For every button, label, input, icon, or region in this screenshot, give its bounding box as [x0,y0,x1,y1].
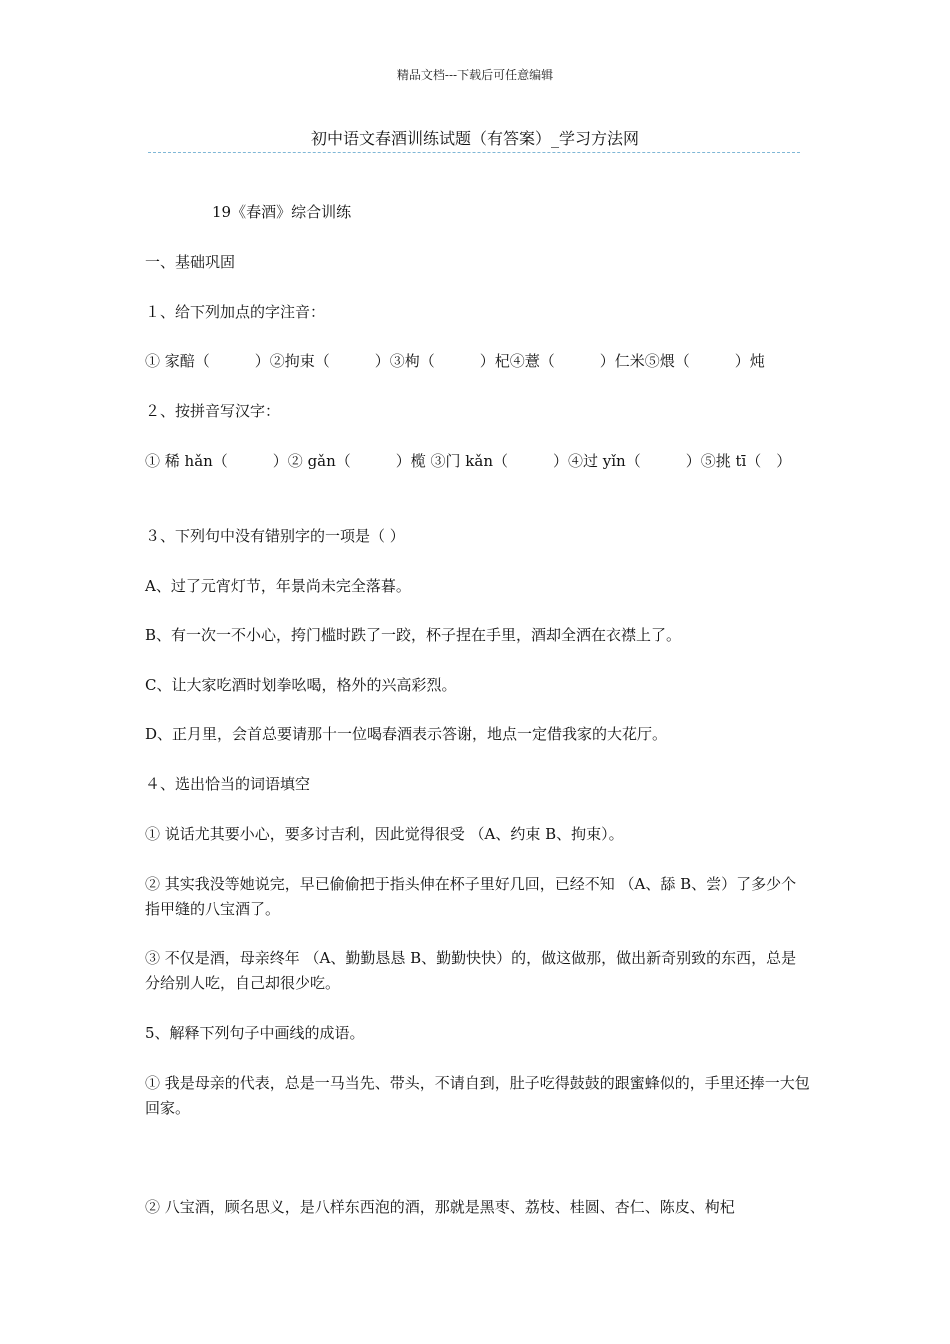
document-title: 初中语文春酒训练试题（有答案）_学习方法网 [310,129,639,148]
question-5-prompt: 5、解释下列句子中画线的成语。 [145,1024,365,1042]
question-3-option-b: B、有一次一不小心，挎门槛时跌了一跤，杯子捏在手里，酒却全洒在衣襟上了。 [145,626,682,644]
question-3-option-c: C、让大家吃酒时划拳吆喝，格外的兴高彩烈。 [145,676,457,694]
question-3-option-a: A、过了元宵灯节，年景尚未完全落暮。 [145,577,411,595]
question-4-item-2: ② 其实我没等她说完，早已偷偷把于指头伸在杯子里好几回，已经不知 （A、舔 B、尝）了多少个指甲缝的八宝酒了。 [145,875,797,918]
question-3-prompt: ３、下列句中没有错别字的一项是（ ） [145,527,405,545]
question-3-option-d: D、正月里，会首总要请那十一位喝春酒表示答谢，地点一定借我家的大花厅。 [145,725,668,743]
question-2-prompt: ２、按拼音写汉字： [145,402,281,420]
question-1-line: ① 家醅（ ）②拘束（ ）③枸（ ）杞④薏（ ）仁米⑤煨（ ）炖 [145,352,765,370]
section-heading: 一、基础巩固 [145,253,236,271]
question-4-prompt: ４、选出恰当的词语填空 [145,775,311,793]
exercise-subtitle: 19《春酒》综合训练 [212,203,352,221]
question-5-item-2: ② 八宝酒，顾名思义，是八样东西泡的酒，那就是黑枣、荔枝、桂圆、杏仁、陈皮、枸杞 [145,1198,735,1216]
question-5-item-1: ① 我是母亲的代表，总是一马当先、带头，不请自到，肚子吃得鼓鼓的跟蜜蜂似的，手里还捧一大包回家。 [145,1074,810,1117]
header-note: 精品文档---下载后可任意编辑 [396,68,554,82]
title-divider [148,152,800,153]
question-2-line: ① 稀 hǎn（ ）② gǎn（ ）榄 ③门 kǎn（ ）④过 yǐn（ ）⑤挑 tī（ ） [145,452,792,470]
question-4-item-3: ③ 不仅是酒，母亲终年 （A、勤勤恳恳 B、勤勤快快）的，做这做那，做出新奇别致的东西，总是分给别人吃，自己却很少吃。 [145,949,797,992]
question-1-prompt: １、给下列加点的字注音： [145,303,326,321]
question-4-item-1: ① 说话尤其要小心，要多讨吉利，因此觉得很受 （A、约束 B、拘束）。 [145,825,624,843]
